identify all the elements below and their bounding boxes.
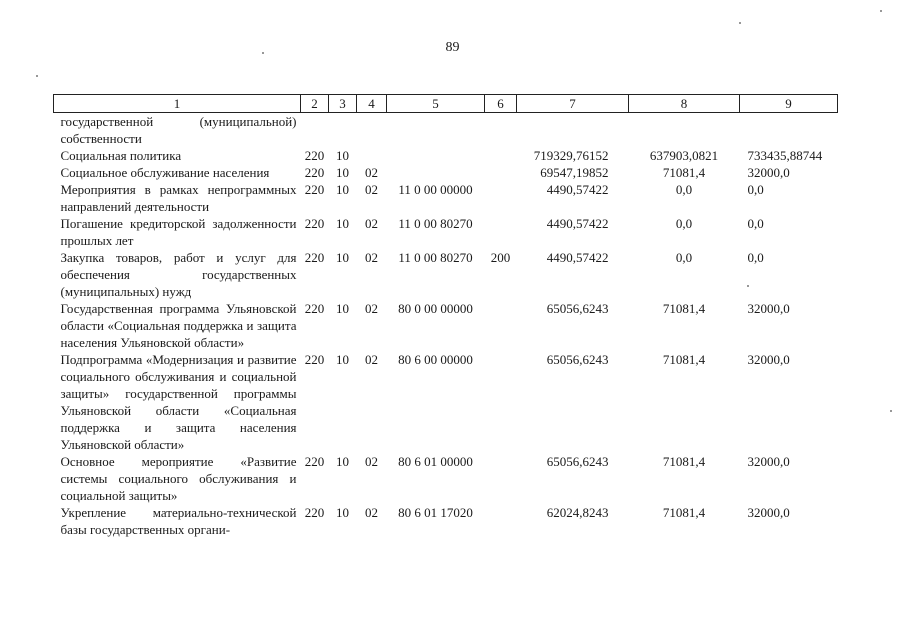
header-cell: 4 <box>357 95 387 113</box>
amount-col8: 71081,4 <box>662 301 706 316</box>
code-glava: 220 <box>304 505 325 520</box>
code-glava: 220 <box>304 148 325 163</box>
table-row <box>54 181 838 215</box>
code-target: 11 0 00 80270 <box>398 250 473 265</box>
code-podrazdel: 02 <box>365 216 378 231</box>
code-glava: 220 <box>304 182 325 197</box>
code-podrazdel: 02 <box>365 505 378 520</box>
header-cell: 5 <box>387 95 485 113</box>
amount-col9: 32000,0 <box>747 454 790 469</box>
code-vid <box>485 300 517 351</box>
table-header <box>54 95 838 113</box>
page-number: 89 <box>445 40 460 55</box>
header-row <box>54 95 838 113</box>
amount-col8 <box>629 113 740 148</box>
code-target: 80 6 01 17020 <box>398 505 473 520</box>
table-row <box>54 300 838 351</box>
table-row <box>54 453 838 504</box>
amount-col9: 32000,0 <box>747 165 790 180</box>
code-glava: 220 <box>304 454 325 469</box>
amount-col7: 65056,6243 <box>546 352 609 367</box>
code-podrazdel: 02 <box>365 182 378 197</box>
header-cell: 8 <box>629 95 740 113</box>
amount-col8: 71081,4 <box>662 352 706 367</box>
row-name: Мероприятия в рамках непрограммных направлений деятельности <box>60 182 297 214</box>
code-razdel <box>329 113 357 148</box>
budget-table <box>53 94 838 538</box>
code-target: 80 6 00 00000 <box>398 352 473 367</box>
scan-speck <box>747 285 749 287</box>
code-razdel: 10 <box>336 352 349 367</box>
header-cell: 3 <box>329 95 357 113</box>
header-cell: 6 <box>485 95 517 113</box>
table-row <box>54 249 838 300</box>
code-vid <box>485 164 517 181</box>
table-row <box>54 164 838 181</box>
amount-col8: 71081,4 <box>662 505 706 520</box>
code-podrazdel: 02 <box>365 165 378 180</box>
code-podrazdel: 02 <box>365 454 378 469</box>
header-cell: 2 <box>301 95 329 113</box>
amount-col7: 4490,57422 <box>546 250 609 265</box>
table-row <box>54 113 838 148</box>
scan-speck <box>890 410 892 412</box>
code-razdel: 10 <box>336 165 349 180</box>
code-vid <box>485 181 517 215</box>
amount-col8: 71081,4 <box>662 165 706 180</box>
row-name: государственной (муниципальной) собственности <box>60 114 297 146</box>
amount-col9: 733435,88744 <box>747 148 823 163</box>
amount-col7: 69547,19852 <box>540 165 609 180</box>
amount-col8: 637903,0821 <box>649 148 719 163</box>
amount-col9: 32000,0 <box>747 505 790 520</box>
code-vid <box>485 147 517 164</box>
amount-col7: 4490,57422 <box>546 216 609 231</box>
table-row <box>54 504 838 538</box>
code-glava: 220 <box>304 352 325 367</box>
amount-col7: 65056,6243 <box>546 454 609 469</box>
code-podrazdel: 02 <box>365 250 378 265</box>
code-vid <box>485 215 517 249</box>
row-name: Подпрограмма «Модернизация и развитие социального обслуживания и социальной защиты» государственной программы Ульяновской области «Социальная поддержка и защита населения Ульяновской области» <box>60 352 297 452</box>
code-podrazdel: 02 <box>365 352 378 367</box>
amount-col9: 0,0 <box>747 216 764 231</box>
code-target: 11 0 00 80270 <box>398 216 473 231</box>
code-razdel: 10 <box>336 148 349 163</box>
row-name: Социальное обслуживание населения <box>60 165 270 180</box>
code-target: 80 6 01 00000 <box>398 454 473 469</box>
row-name: Укрепление материально-технической базы государственных органи- <box>60 505 297 537</box>
scan-speck <box>739 22 741 24</box>
code-podrazdel <box>357 147 387 164</box>
scan-speck <box>36 75 38 77</box>
code-target: 80 0 00 00000 <box>398 301 473 316</box>
code-podrazdel: 02 <box>365 301 378 316</box>
code-vid <box>485 113 517 148</box>
code-vid: 200 <box>490 250 511 265</box>
amount-col9: 0,0 <box>747 182 764 197</box>
amount-col9: 32000,0 <box>747 301 790 316</box>
code-razdel: 10 <box>336 301 349 316</box>
amount-col9: 32000,0 <box>747 352 790 367</box>
amount-col7: 65056,6243 <box>546 301 609 316</box>
amount-col8: 0,0 <box>675 182 693 197</box>
code-vid <box>485 351 517 453</box>
row-name: Закупка товаров, работ и услуг для обеспечения государственных (муниципальных) нужд <box>60 250 297 299</box>
table-body <box>54 113 838 539</box>
header-cell: 9 <box>740 95 838 113</box>
amount-col9: 0,0 <box>747 250 764 265</box>
amount-col9 <box>740 113 838 148</box>
row-name: Социальная политика <box>60 148 182 163</box>
row-name: Основное мероприятие «Развитие системы социального обслуживания и социальной защиты» <box>60 454 297 503</box>
code-razdel: 10 <box>336 505 349 520</box>
amount-col8: 0,0 <box>675 250 693 265</box>
code-glava <box>301 113 329 148</box>
code-podrazdel <box>357 113 387 148</box>
code-razdel: 10 <box>336 216 349 231</box>
code-target <box>387 147 485 164</box>
code-vid <box>485 504 517 538</box>
amount-col8: 71081,4 <box>662 454 706 469</box>
amount-col7: 62024,8243 <box>546 505 609 520</box>
header-cell: 1 <box>54 95 301 113</box>
table-row <box>54 147 838 164</box>
header-cell: 7 <box>517 95 629 113</box>
code-glava: 220 <box>304 250 325 265</box>
amount-col7: 719329,76152 <box>533 148 609 163</box>
amount-col7: 4490,57422 <box>546 182 609 197</box>
code-glava: 220 <box>304 165 325 180</box>
code-glava: 220 <box>304 216 325 231</box>
scan-speck <box>262 52 264 54</box>
row-name: Погашение кредиторской задолженности прошлых лет <box>60 216 297 248</box>
code-target <box>387 113 485 148</box>
code-glava: 220 <box>304 301 325 316</box>
code-target <box>387 164 485 181</box>
code-razdel: 10 <box>336 250 349 265</box>
scan-speck <box>880 10 882 12</box>
code-razdel: 10 <box>336 182 349 197</box>
amount-col7 <box>517 113 629 148</box>
table-row <box>54 351 838 453</box>
amount-col8: 0,0 <box>675 216 693 231</box>
code-razdel: 10 <box>336 454 349 469</box>
table-row <box>54 215 838 249</box>
code-target: 11 0 00 00000 <box>398 182 473 197</box>
code-vid <box>485 453 517 504</box>
row-name: Государственная программа Ульяновской области «Социальная поддержка и защита населения Ульяновской области» <box>60 301 297 350</box>
